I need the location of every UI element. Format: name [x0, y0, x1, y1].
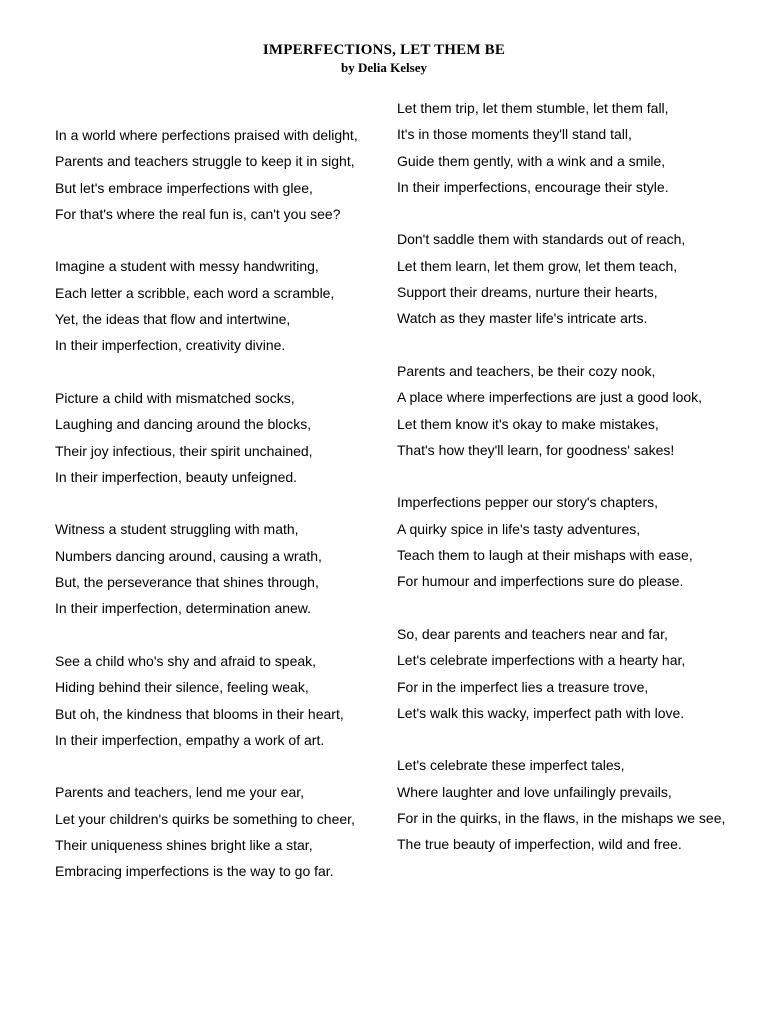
poem-line: Let's walk this wacky, imperfect path with love.: [397, 704, 685, 721]
stanza: [55, 125, 385, 230]
stanza: [397, 624, 747, 729]
poem-line: In their imperfection, beauty unfeigned.: [55, 468, 298, 485]
poem-line: For in the quirks, in the flaws, in the mishaps we see,: [397, 810, 726, 827]
poem-line: A place where imperfections are just a good look,: [397, 389, 703, 406]
poem-line: Imperfections pepper our story's chapters,: [397, 494, 659, 511]
poem-line: Teach them to laugh at their mishaps with ease,: [397, 547, 693, 564]
stanza: [55, 388, 385, 493]
poem-line: Guide them gently, with a wink and a smile,: [397, 152, 666, 169]
poem-line: Parents and teachers, be their cozy nook,: [397, 362, 656, 379]
right-column: [397, 98, 747, 861]
poem-line: The true beauty of imperfection, wild and free.: [397, 836, 682, 853]
poem-line: Witness a student struggling with math,: [55, 521, 299, 538]
poem-line: Parents and teachers, lend me your ear,: [55, 784, 305, 801]
poem-line: For humour and imperfections sure do please.: [397, 573, 684, 590]
stanza: [397, 98, 747, 203]
poem-line: Let them know it's okay to make mistakes,: [397, 415, 659, 432]
poem-line: But let's embrace imperfections with glee,: [55, 179, 313, 196]
poem-line: Embracing imperfections is the way to go far.: [55, 863, 334, 880]
poem-line: Let your children's quirks be something to cheer,: [55, 810, 355, 827]
stanza: [397, 755, 747, 860]
poem-line: Parents and teachers struggle to keep it in sight,: [55, 153, 355, 170]
poem-line: Hiding behind their silence, feeling weak,: [55, 679, 309, 696]
poem-line: But oh, the kindness that blooms in their heart,: [55, 705, 344, 722]
poem-line: So, dear parents and teachers near and far,: [397, 625, 668, 642]
poem-line: That's how they'll learn, for goodness' sakes!: [397, 441, 675, 458]
poem-line: A quirky spice in life's tasty adventures,: [397, 520, 641, 537]
poem-line: Their uniqueness shines bright like a star,: [55, 837, 313, 854]
poem-line: In their imperfection, empathy a work of art.: [55, 731, 325, 748]
poem-line: For that's where the real fun is, can't you see?: [55, 205, 341, 222]
left-column: [55, 125, 385, 888]
poem-line: Don't saddle them with standards out of reach,: [397, 231, 686, 248]
poem-line: See a child who's shy and afraid to speak,: [55, 652, 317, 669]
poem-line: Let's celebrate these imperfect tales,: [397, 757, 625, 774]
stanza: [55, 651, 385, 756]
stanza: [397, 492, 747, 597]
poem-line: Imagine a student with messy handwriting,: [55, 258, 319, 275]
poem-line: In their imperfections, encourage their style.: [397, 178, 669, 195]
poem-line: In their imperfection, determination anew.: [55, 600, 312, 617]
poem-line: In their imperfection, creativity divine.: [55, 337, 286, 354]
poem-line: Picture a child with mismatched socks,: [55, 389, 295, 406]
poem-line: Laughing and dancing around the blocks,: [55, 416, 312, 433]
poem-line: Let them trip, let them stumble, let them fall,: [397, 100, 669, 116]
stanza: [55, 256, 385, 361]
poem-line: It's in those moments they'll stand tall,: [397, 126, 632, 143]
stanza: [55, 782, 385, 887]
stanza: [55, 519, 385, 624]
poem-line: Watch as they master life's intricate arts.: [397, 310, 648, 327]
poem-line: Where laughter and love unfailingly prevails,: [397, 783, 672, 800]
poem-line: Each letter a scribble, each word a scramble,: [55, 284, 335, 301]
poem-line: Let's celebrate imperfections with a hearty har,: [397, 652, 686, 669]
poem-line: But, the perseverance that shines through,: [55, 574, 319, 591]
stanza: [397, 361, 747, 466]
poem-line: Yet, the ideas that flow and intertwine,: [55, 311, 291, 328]
poem-byline: by Delia Kelsey: [341, 60, 427, 75]
poem-line: Their joy infectious, their spirit unchained,: [55, 442, 313, 459]
poem-line: In a world where perfections praised with delight,: [55, 127, 358, 143]
poem-line: Let them learn, let them grow, let them teach,: [397, 257, 678, 274]
stanza: [397, 229, 747, 334]
poem-line: Numbers dancing around, causing a wrath,: [55, 547, 322, 564]
poem-line: Support their dreams, nurture their hearts,: [397, 284, 658, 301]
poem-line: For in the imperfect lies a treasure trove,: [397, 678, 649, 695]
poem-title: IMPERFECTIONS, LET THEM BE: [262, 42, 506, 58]
